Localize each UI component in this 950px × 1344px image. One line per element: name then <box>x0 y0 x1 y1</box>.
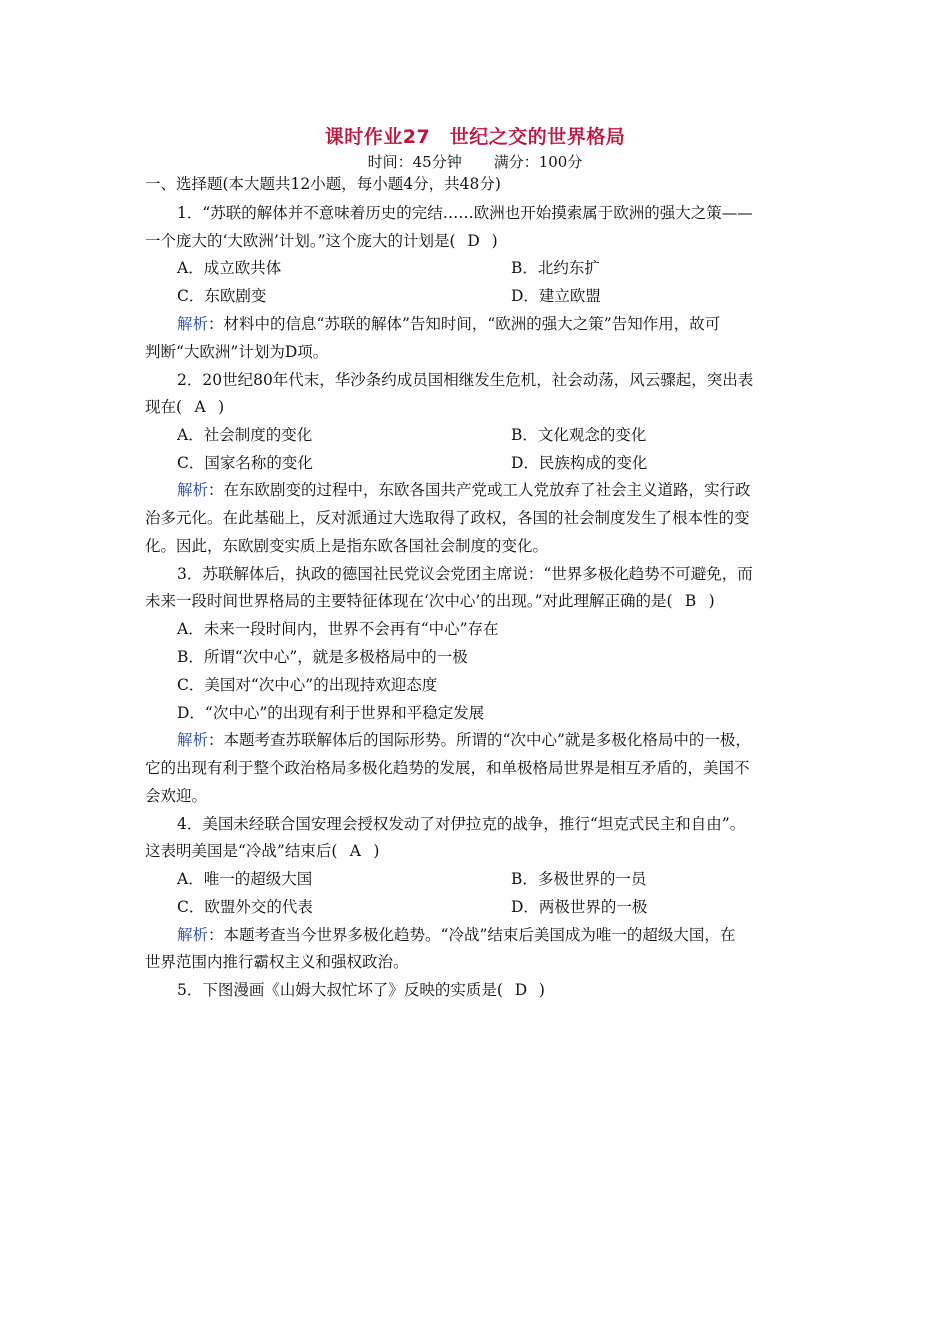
q3-analysis-line1 <box>177 730 751 750</box>
section-heading: 一、选择题(本大题共12小题，每小题4分，共48分) <box>145 175 501 193</box>
q4-option-c: C．欧盟外交的代表 <box>177 898 313 916</box>
q1-analysis-text: ：材料中的信息“苏联的解体”告知时间，“欧洲的强大之策”告知作用，故可 <box>208 315 721 333</box>
q4-option-a: A．唯一的超级大国 <box>177 870 313 888</box>
q4-stem-line2 <box>145 841 379 861</box>
q4-option-d: D．两极世界的一极 <box>511 898 648 916</box>
q3-option-d: D．“次中心”的出现有利于世界和平稳定发展 <box>177 704 485 722</box>
q2-analysis-line3: 化。因此，东欧剧变实质上是指东欧各国社会制度的变化。 <box>145 537 549 555</box>
q2-option-c: C．国家名称的变化 <box>177 454 313 472</box>
q4-answer: A <box>349 842 361 860</box>
full-score: 满分：100分 <box>493 153 583 171</box>
q1-analysis-line1 <box>177 314 720 334</box>
q3-analysis-text: ：本题考查苏联解体后的国际形势。所谓的“次中心”就是多极化格局中的一极， <box>208 731 751 749</box>
q2-analysis-line1 <box>177 480 751 500</box>
q2-option-b: B．文化观念的变化 <box>511 426 647 444</box>
q4-stem-text: 这表明美国是“冷战”结束后( <box>145 842 338 860</box>
analysis-label: 解析 <box>177 731 209 749</box>
time-limit: 时间：45分钟 <box>367 153 462 171</box>
analysis-label: 解析 <box>177 926 209 944</box>
q5-stem-text: 5．下图漫画《山姆大叔忙坏了》反映的实质是( <box>177 981 503 999</box>
q1-option-a: A．成立欧共体 <box>177 259 282 277</box>
q4-analysis-line2: 世界范围内推行霸权主义和强权政治。 <box>145 953 409 971</box>
q4-option-b: B．多极世界的一员 <box>511 870 647 888</box>
q2-stem-line1: 2．20世纪80年代末，华沙条约成员国相继发生危机，社会动荡，风云骤起，突出表 <box>177 371 754 389</box>
q5-stem-line1 <box>177 980 545 1000</box>
q3-analysis-line3: 会欢迎。 <box>145 787 208 805</box>
q1-option-b: B．北约东扩 <box>511 259 600 277</box>
q2-answer: A <box>194 398 206 416</box>
q3-answer: B <box>684 592 697 610</box>
q4-stem-close: ) <box>373 842 380 860</box>
q2-option-a: A．社会制度的变化 <box>177 426 313 444</box>
q4-analysis-line1 <box>177 925 735 945</box>
q2-stem-text: 现在( <box>145 398 183 416</box>
q1-answer: D <box>467 232 480 250</box>
q1-analysis-line2: 判断“大欧洲”计划为D项。 <box>145 343 329 361</box>
q3-option-a: A．未来一段时间内，世界不会再有“中心”存在 <box>177 620 499 638</box>
q2-option-d: D．民族构成的变化 <box>511 454 648 472</box>
q3-option-c: C．美国对“次中心”的出现持欢迎态度 <box>177 676 438 694</box>
analysis-label: 解析 <box>177 481 209 499</box>
q3-option-b: B．所谓“次中心”，就是多极格局中的一极 <box>177 648 468 666</box>
q4-stem-line1: 4．美国未经联合国安理会授权发动了对伊拉克的战争，推行“坦克式民主和自由”。 <box>177 815 746 833</box>
page-title: 课时作业27 世纪之交的世界格局 <box>324 126 626 148</box>
q3-stem-line2 <box>145 591 715 611</box>
q1-option-c: C．东欧剧变 <box>177 287 267 305</box>
q1-stem-text: 一个庞大的‘大欧洲’计划。”这个庞大的计划是( <box>145 232 456 250</box>
q3-stem-close: ) <box>708 592 715 610</box>
q4-analysis-text: ：本题考查当今世界多极化趋势。“冷战”结束后美国成为唯一的超级大国，在 <box>208 926 736 944</box>
q2-stem-line2 <box>145 397 224 417</box>
analysis-label: 解析 <box>177 315 209 333</box>
time-score-line <box>0 151 950 172</box>
q2-analysis-text: ：在东欧剧变的过程中，东欧各国共产党或工人党放弃了社会主义道路，实行政 <box>208 481 751 499</box>
q1-option-d: D．建立欧盟 <box>511 287 601 305</box>
q2-analysis-line2: 治多元化。在此基础上，反对派通过大选取得了政权，各国的社会制度发生了根本性的变 <box>145 509 750 527</box>
q1-stem-line2 <box>145 231 498 251</box>
q1-stem-close: ) <box>491 232 498 250</box>
q5-stem-close: ) <box>538 981 545 999</box>
q1-stem-line1: 1．“苏联的解体并不意味着历史的完结……欧洲也开始摸索属于欧洲的强大之策—— <box>177 204 753 222</box>
q3-stem-line1: 3．苏联解体后，执政的德国社民党议会党团主席说：“世界多极化趋势不可避免，而 <box>177 565 753 583</box>
q3-analysis-line2: 它的出现有利于整个政治格局多极化趋势的发展，和单极格局世界是相互矛盾的，美国不 <box>145 759 750 777</box>
q2-stem-close: ) <box>218 398 225 416</box>
q5-answer: D <box>514 981 528 999</box>
q3-stem-text: 未来一段时间世界格局的主要特征体现在‘次中心’的出现。”对此理解正确的是( <box>145 592 673 610</box>
